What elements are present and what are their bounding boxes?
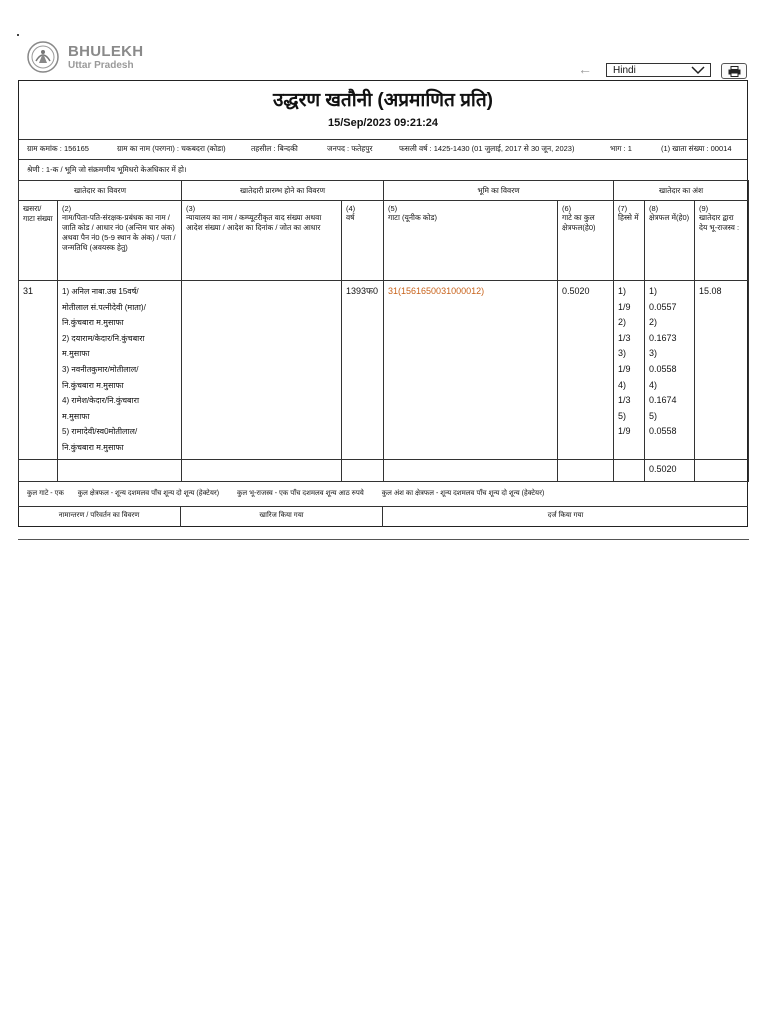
col-area-header xyxy=(645,201,695,281)
col-number: (8) xyxy=(649,204,659,213)
owner-line: मोतीलाल सं.पत्नीदेवी (माता)/ xyxy=(62,302,146,312)
col-khasra-header: खसरा/ गाटा संख्या xyxy=(19,201,58,281)
col-court-header xyxy=(182,201,342,281)
owner-line: 5) रामादेवी/स्व0मोतीलाल/ xyxy=(62,427,138,437)
document-datetime: 15/Sep/2023 09:21:24 xyxy=(327,117,439,129)
empty-cell xyxy=(384,460,558,482)
summary-share-area: कुल अंश का क्षेत्रफल - शून्य दशमलव पाँच शून्य दो शून्य (हेक्टेयर) xyxy=(381,490,545,497)
owner-line: म.मुसाफा xyxy=(62,349,90,359)
brand-subtitle: Uttar Pradesh xyxy=(68,60,134,71)
share-line: 3) xyxy=(618,348,627,359)
khata-number: (1) खाता संख्या : 00014 xyxy=(661,144,732,153)
back-arrow-icon[interactable]: ← xyxy=(578,61,592,77)
col-label: क्षेत्रफल में(हे0) xyxy=(649,213,690,222)
summary-line xyxy=(27,489,544,498)
khatauni-sheet xyxy=(18,80,748,527)
summary-total-area: कुल क्षेत्रफल - शून्य दशमलव पाँच शून्य दो शून्य (हेक्टेयर) xyxy=(77,490,220,497)
col-gata-header xyxy=(384,201,558,281)
owner-line: 2) दयाराम/केदार/नि.कुंचबारा xyxy=(62,333,145,343)
share-line: 1/9 xyxy=(618,363,631,374)
col-number: (5) xyxy=(388,204,398,213)
owner-list xyxy=(58,281,182,460)
area-line: 3) xyxy=(649,348,658,359)
col-number: (9) xyxy=(699,204,709,213)
col-number: (6) xyxy=(562,204,572,213)
empty-cell xyxy=(614,460,645,482)
document-title: उद्धरण खतौनी (अप्रमाणित प्रति) xyxy=(272,90,493,111)
area-line: 0.1673 xyxy=(649,332,677,343)
owner-line: नि.कुंचबारा म.मुसाफा xyxy=(62,380,124,390)
group-header-share: खातेदार का अंश xyxy=(614,181,749,201)
group-header-origin: खातेदारी प्रारम्भ होने का विवरण xyxy=(182,181,384,201)
col-label: वर्ष xyxy=(346,213,355,222)
empty-cell xyxy=(19,460,58,482)
share-line: 1/3 xyxy=(618,395,631,406)
area-line: 0.0558 xyxy=(649,426,677,437)
divider xyxy=(19,139,747,140)
empty-cell xyxy=(558,460,614,482)
owner-line: 4) रामेश/केदार/नि.कुंचबारा xyxy=(62,396,140,406)
village-name: ग्राम का नाम (परगना) : चकबदरा (कोडा) xyxy=(117,144,226,153)
divider xyxy=(19,159,747,160)
part-number: भाग : 1 xyxy=(610,144,632,153)
col-label: नाम/पिता-पति-संरक्षक-प्रबंधक का नाम / जाति कोड / आधार नं0 (अन्तिम चार अंक) अथवा पैन नं0 (5-9 स्थान के अंक) / पता / जन्मतिथि (अवयस्क हेतु) xyxy=(62,213,176,252)
owner-line: नि.कुंचबारा म.मुसाफा xyxy=(62,442,124,452)
share-line: 1/3 xyxy=(618,332,631,343)
col-label: गाटे का कुल क्षेत्रफल(हे0) xyxy=(562,213,596,232)
khatauni-table xyxy=(18,180,749,482)
share-line: 2) xyxy=(618,317,627,328)
stray-dot xyxy=(17,34,19,36)
group-header-land: भूमि का विवरण xyxy=(384,181,614,201)
total-row xyxy=(19,460,749,482)
khasra-number: 31 xyxy=(19,281,58,460)
col-total-area-header xyxy=(558,201,614,281)
revenue-value: 15.08 xyxy=(695,281,749,460)
share-line: 1/9 xyxy=(618,426,631,437)
share-list xyxy=(614,281,645,460)
area-line: 1) xyxy=(649,286,658,296)
village-code: ग्राम कमांक : 156165 xyxy=(27,144,89,153)
share-line: 1) xyxy=(618,286,627,296)
owner-line: म.मुसाफा xyxy=(62,411,90,421)
col-number: (4) xyxy=(346,204,356,213)
top-bar xyxy=(18,38,749,80)
tehsil: तहसील : बिन्दकी xyxy=(251,144,298,153)
col-share-header xyxy=(614,201,645,281)
col-number: (2) xyxy=(62,204,72,213)
year-value: 1393फ0 xyxy=(342,281,384,460)
language-select-value: Hindi xyxy=(613,65,636,76)
owner-line: 3) नवनीतकुमार/मोतीलाल/ xyxy=(62,364,139,374)
col-owner-header xyxy=(58,201,182,281)
mutation-detail-label: नामान्तरण / परिवर्तन का विवरण xyxy=(58,512,140,519)
summary-total-plots: कुल गाटे - एक xyxy=(27,490,64,497)
group-header-row xyxy=(19,181,749,201)
mutation-footer xyxy=(18,506,748,528)
court-detail xyxy=(182,281,342,460)
share-line: 1/9 xyxy=(618,301,631,312)
col-label: गाटा (यूनीक कोड) xyxy=(388,213,437,222)
group-header-owner: खातेदार का विवरण xyxy=(19,181,182,201)
entered-label: दर्ज किया गया xyxy=(547,512,584,519)
col-number: (3) xyxy=(186,204,196,213)
column-header-row xyxy=(19,201,749,281)
col-label: खातेदार द्वारा देय भू-राजस्व : xyxy=(699,213,740,232)
page-bottom-rule xyxy=(18,539,749,540)
district: जनपद : फतेहपुर xyxy=(327,144,373,153)
total-area-value: 0.5020 xyxy=(558,281,614,460)
printer-icon xyxy=(728,66,741,77)
area-line: 0.0558 xyxy=(649,363,677,374)
empty-cell xyxy=(182,460,342,482)
language-select[interactable] xyxy=(606,63,711,77)
print-button[interactable] xyxy=(721,63,747,79)
up-emblem-icon xyxy=(27,41,59,73)
area-line: 5) xyxy=(649,410,658,421)
owner-line: नि.कुंचबारा म.मुसाफा xyxy=(62,318,124,328)
col-label: हिस्से में xyxy=(618,213,639,222)
area-line: 4) xyxy=(649,379,658,390)
empty-cell xyxy=(342,460,384,482)
col-revenue-header xyxy=(695,201,749,281)
total-area-sum: 0.5020 xyxy=(645,460,695,482)
empty-cell xyxy=(58,460,182,482)
brand-title: BHULEKH xyxy=(68,43,144,60)
area-list xyxy=(645,281,695,460)
rejected-label: खारिज किया गया xyxy=(259,512,304,519)
owner-line: 1) अनिल नाबा.उम्र 15वर्ष/ xyxy=(62,287,139,296)
table-row xyxy=(19,281,749,460)
empty-cell xyxy=(695,460,749,482)
chevron-down-icon xyxy=(690,63,706,77)
share-line: 5) xyxy=(618,410,627,421)
col-number: (7) xyxy=(618,204,628,213)
area-line: 0.0557 xyxy=(649,301,677,312)
area-line: 2) xyxy=(649,317,658,328)
col-label: न्यायालय का नाम / कम्प्यूटरीकृत वाद संख्या अथवा आदेश संख्या / आदेश का दिनांक / जोत का आधार xyxy=(186,213,322,232)
summary-total-revenue: कुल भू-राजस्व - एक पाँच दशमलव शून्य आठ रुपये xyxy=(237,490,364,497)
area-line: 0.1674 xyxy=(649,395,677,406)
land-category: श्रेणी : 1-क / भूमि जो संक्रमणीय भूमिधरो केअधिकार में हो। xyxy=(27,165,187,174)
gata-unique-code[interactable]: 31(1561650031000012) xyxy=(384,281,558,460)
fasli-year: फसली वर्ष : 1425-1430 (01 जुलाई, 2017 से 30 जून, 2023) xyxy=(399,144,575,153)
share-line: 4) xyxy=(618,379,627,390)
col-year-header xyxy=(342,201,384,281)
